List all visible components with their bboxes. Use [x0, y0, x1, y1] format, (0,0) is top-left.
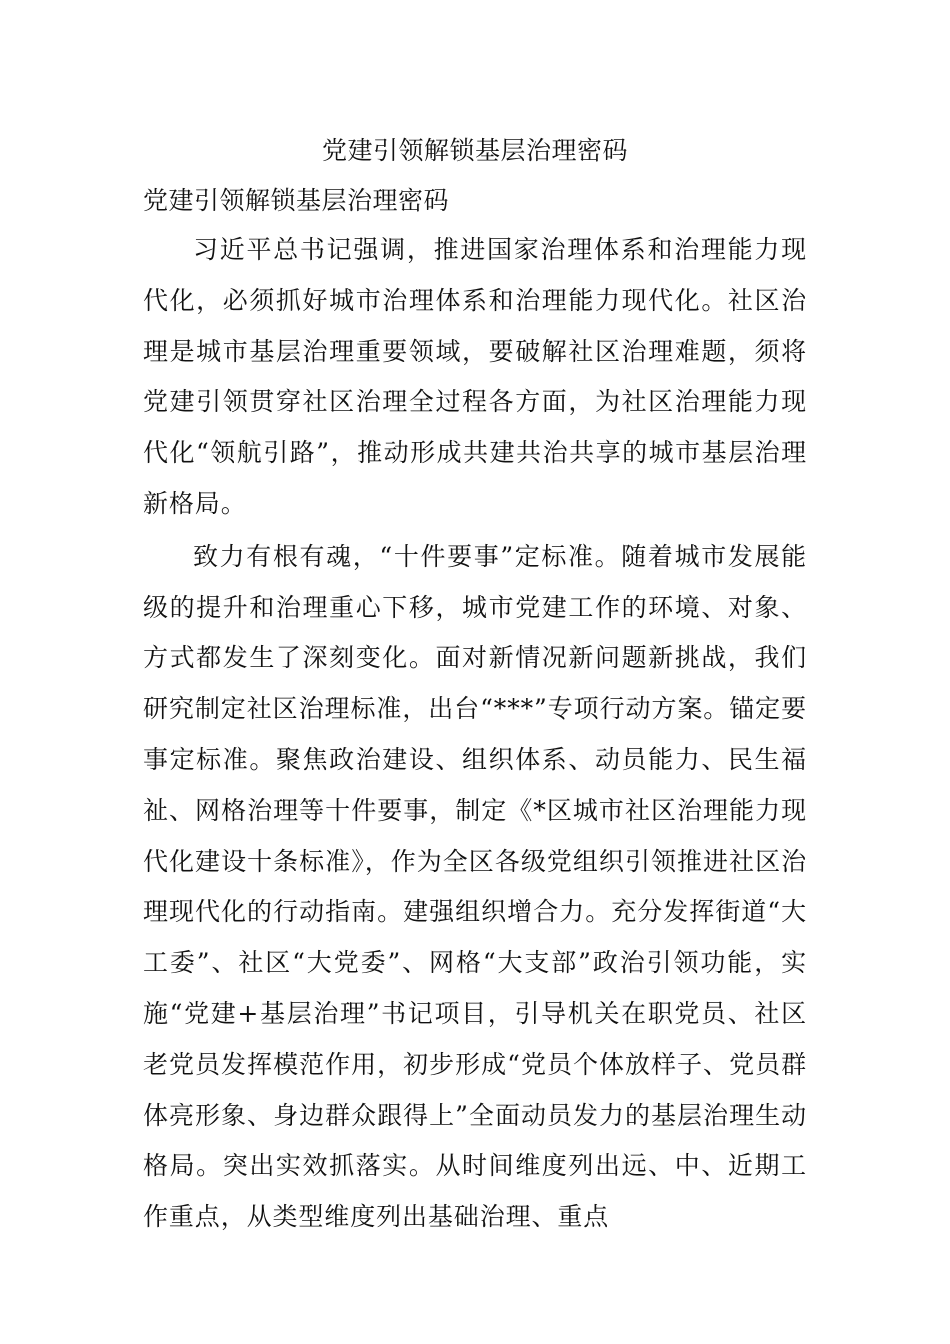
document-title: 党建引领解锁基层治理密码: [321, 136, 628, 165]
body-paragraph-1: 习近平总书记强调，推进国家治理体系和治理能力现代化，必须抓好城市治理体系和治理能力现代化。社区治理是城市基层治理重要领域，要破解社区治理难题，须将党建引领贯穿社区治理全过程各方面，为社区治理能力现代化“领航引路”，推动形成共建共治共享的城市基层治理新格局。: [143, 235, 807, 518]
document-body: [143, 225, 807, 1245]
body-paragraph-2: 致力有根有魂，“十件要事”定标准。随着城市发展能级的提升和治理重心下移，城市党建工作的环境、对象、方式都发生了深刻变化。面对新情况新问题新挑战，我们研究制定社区治理标准，出台“***”专项行动方案。锚定要事定标准。聚焦政治建设、组织体系、动员能力、民生福祉、网格治理等十件要事，制定《*区城市社区治理能力现代化建设十条标准》，作为全区各级党组织引领推进社区治理现代化的行动指南。建强组织增合力。充分发挥街道“大工委”、社区“大党委”、网格“大支部”政治引领功能，实施“党建+基层治理”书记项目，引导机关在职党员、社区老党员发挥模范作用，初步形成“党员个体放样子、党员群体亮形象、身边群众跟得上”全面动员发力的基层治理生动格局。突出实效抓落实。从时间维度列出远、中、近期工作重点，从类型维度列出基础治理、重点: [143, 541, 807, 1232]
document-subtitle: 党建引领解锁基层治理密码: [143, 186, 450, 215]
